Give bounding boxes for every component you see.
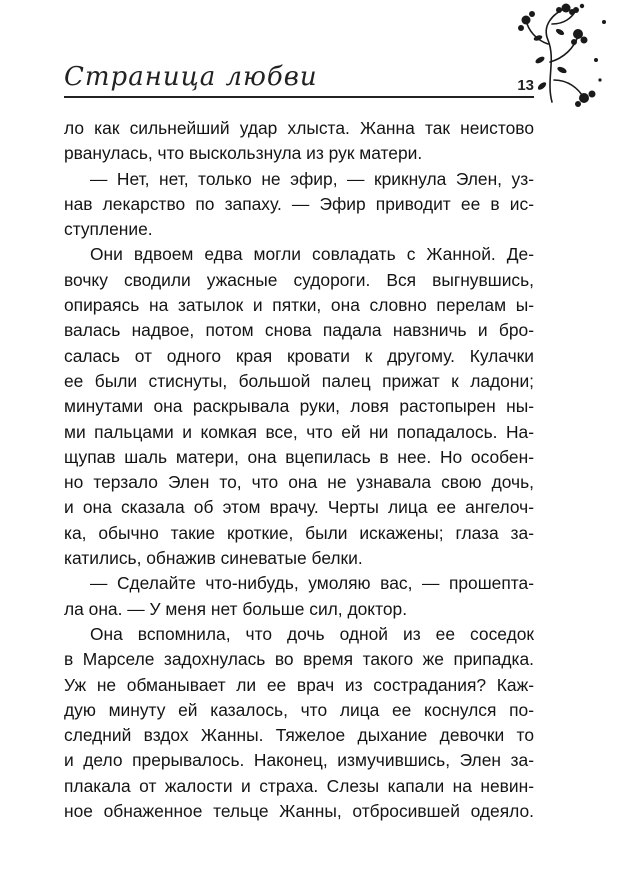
text-line: ла она. — У меня нет больше сил, доктор. bbox=[64, 598, 408, 619]
text-line: плакала от жалости и страха. Слезы капали на невин- bbox=[64, 775, 534, 796]
text-line: Уж не обманывает ли ее врач из сострадания? Каж- bbox=[64, 674, 534, 695]
text-line: катились, обнажив синеватые белки. bbox=[64, 548, 363, 569]
text-line: валась надвое, потом снова падала навзничь и бро- bbox=[64, 320, 534, 341]
running-title: Страница любви bbox=[64, 62, 318, 92]
text-line: ее были стиснуты, большой палец прижат к ладони; bbox=[64, 370, 534, 391]
text-line: — Сделайте что-нибудь, умоляю вас, — прошепта- bbox=[90, 573, 534, 594]
text-line: минутами она раскрывала руки, ловя растопырен ны- bbox=[64, 396, 534, 417]
text-line: ми пальцами и комкая все, что ей ни попадалось. На- bbox=[64, 421, 534, 442]
text-line: Она вспомнила, что дочь одной из ее соседок bbox=[90, 623, 534, 644]
body-text bbox=[64, 116, 534, 824]
text-line: дую минуту ей казалось, что лица ее коснулся по- bbox=[64, 699, 534, 720]
text-line: и дело прерывалось. Наконец, измучившись, Элен за- bbox=[64, 750, 534, 771]
text-line: опираясь на затылок и пятки, она словно перелам ы- bbox=[64, 295, 534, 316]
header-rule bbox=[64, 96, 534, 98]
text-line: Они вдвоем едва могли совладать с Жанной. Де- bbox=[90, 244, 534, 265]
text-line: ка, обычно такие кроткие, были искажены; глаза за- bbox=[64, 522, 534, 543]
text-line: щупав шаль матери, она вцепилась в нее. Но особен- bbox=[64, 446, 534, 467]
text-line: — Нет, нет, только не эфир, — крикнула Элен, уз- bbox=[90, 168, 534, 189]
text-line: ное обнаженное тельце Жанны, отбросившей одеяло. bbox=[64, 801, 534, 822]
text-line: ло как сильнейший удар хлыста. Жанна так неистово bbox=[64, 118, 534, 138]
text-line: нав лекарство по запаху. — Эфир приводит ее в ис- bbox=[64, 193, 534, 214]
text-line: но терзало Элен то, что она не узнавала свою дочь, bbox=[64, 472, 534, 493]
text-line: рванулась, что выскользнула из рук матери. bbox=[64, 143, 423, 164]
text-line: в Марселе задохнулась во время такого же припадка. bbox=[64, 649, 534, 670]
page-number: 13 bbox=[517, 77, 534, 94]
text-line: салась от одного края кровати к другому. Кулачки bbox=[64, 345, 534, 366]
floral-ornament-icon bbox=[512, 0, 620, 110]
text-line: следний вздох Жанны. Тяжелое дыхание девочки то bbox=[64, 725, 534, 746]
text-line: ступление. bbox=[64, 219, 153, 240]
running-header bbox=[64, 62, 534, 110]
text-line: и она сказала об этом врачу. Черты лица ее ангелоч- bbox=[64, 497, 534, 518]
text-line: вочку сводили ужасные судороги. Вся выгнувшись, bbox=[64, 269, 534, 290]
